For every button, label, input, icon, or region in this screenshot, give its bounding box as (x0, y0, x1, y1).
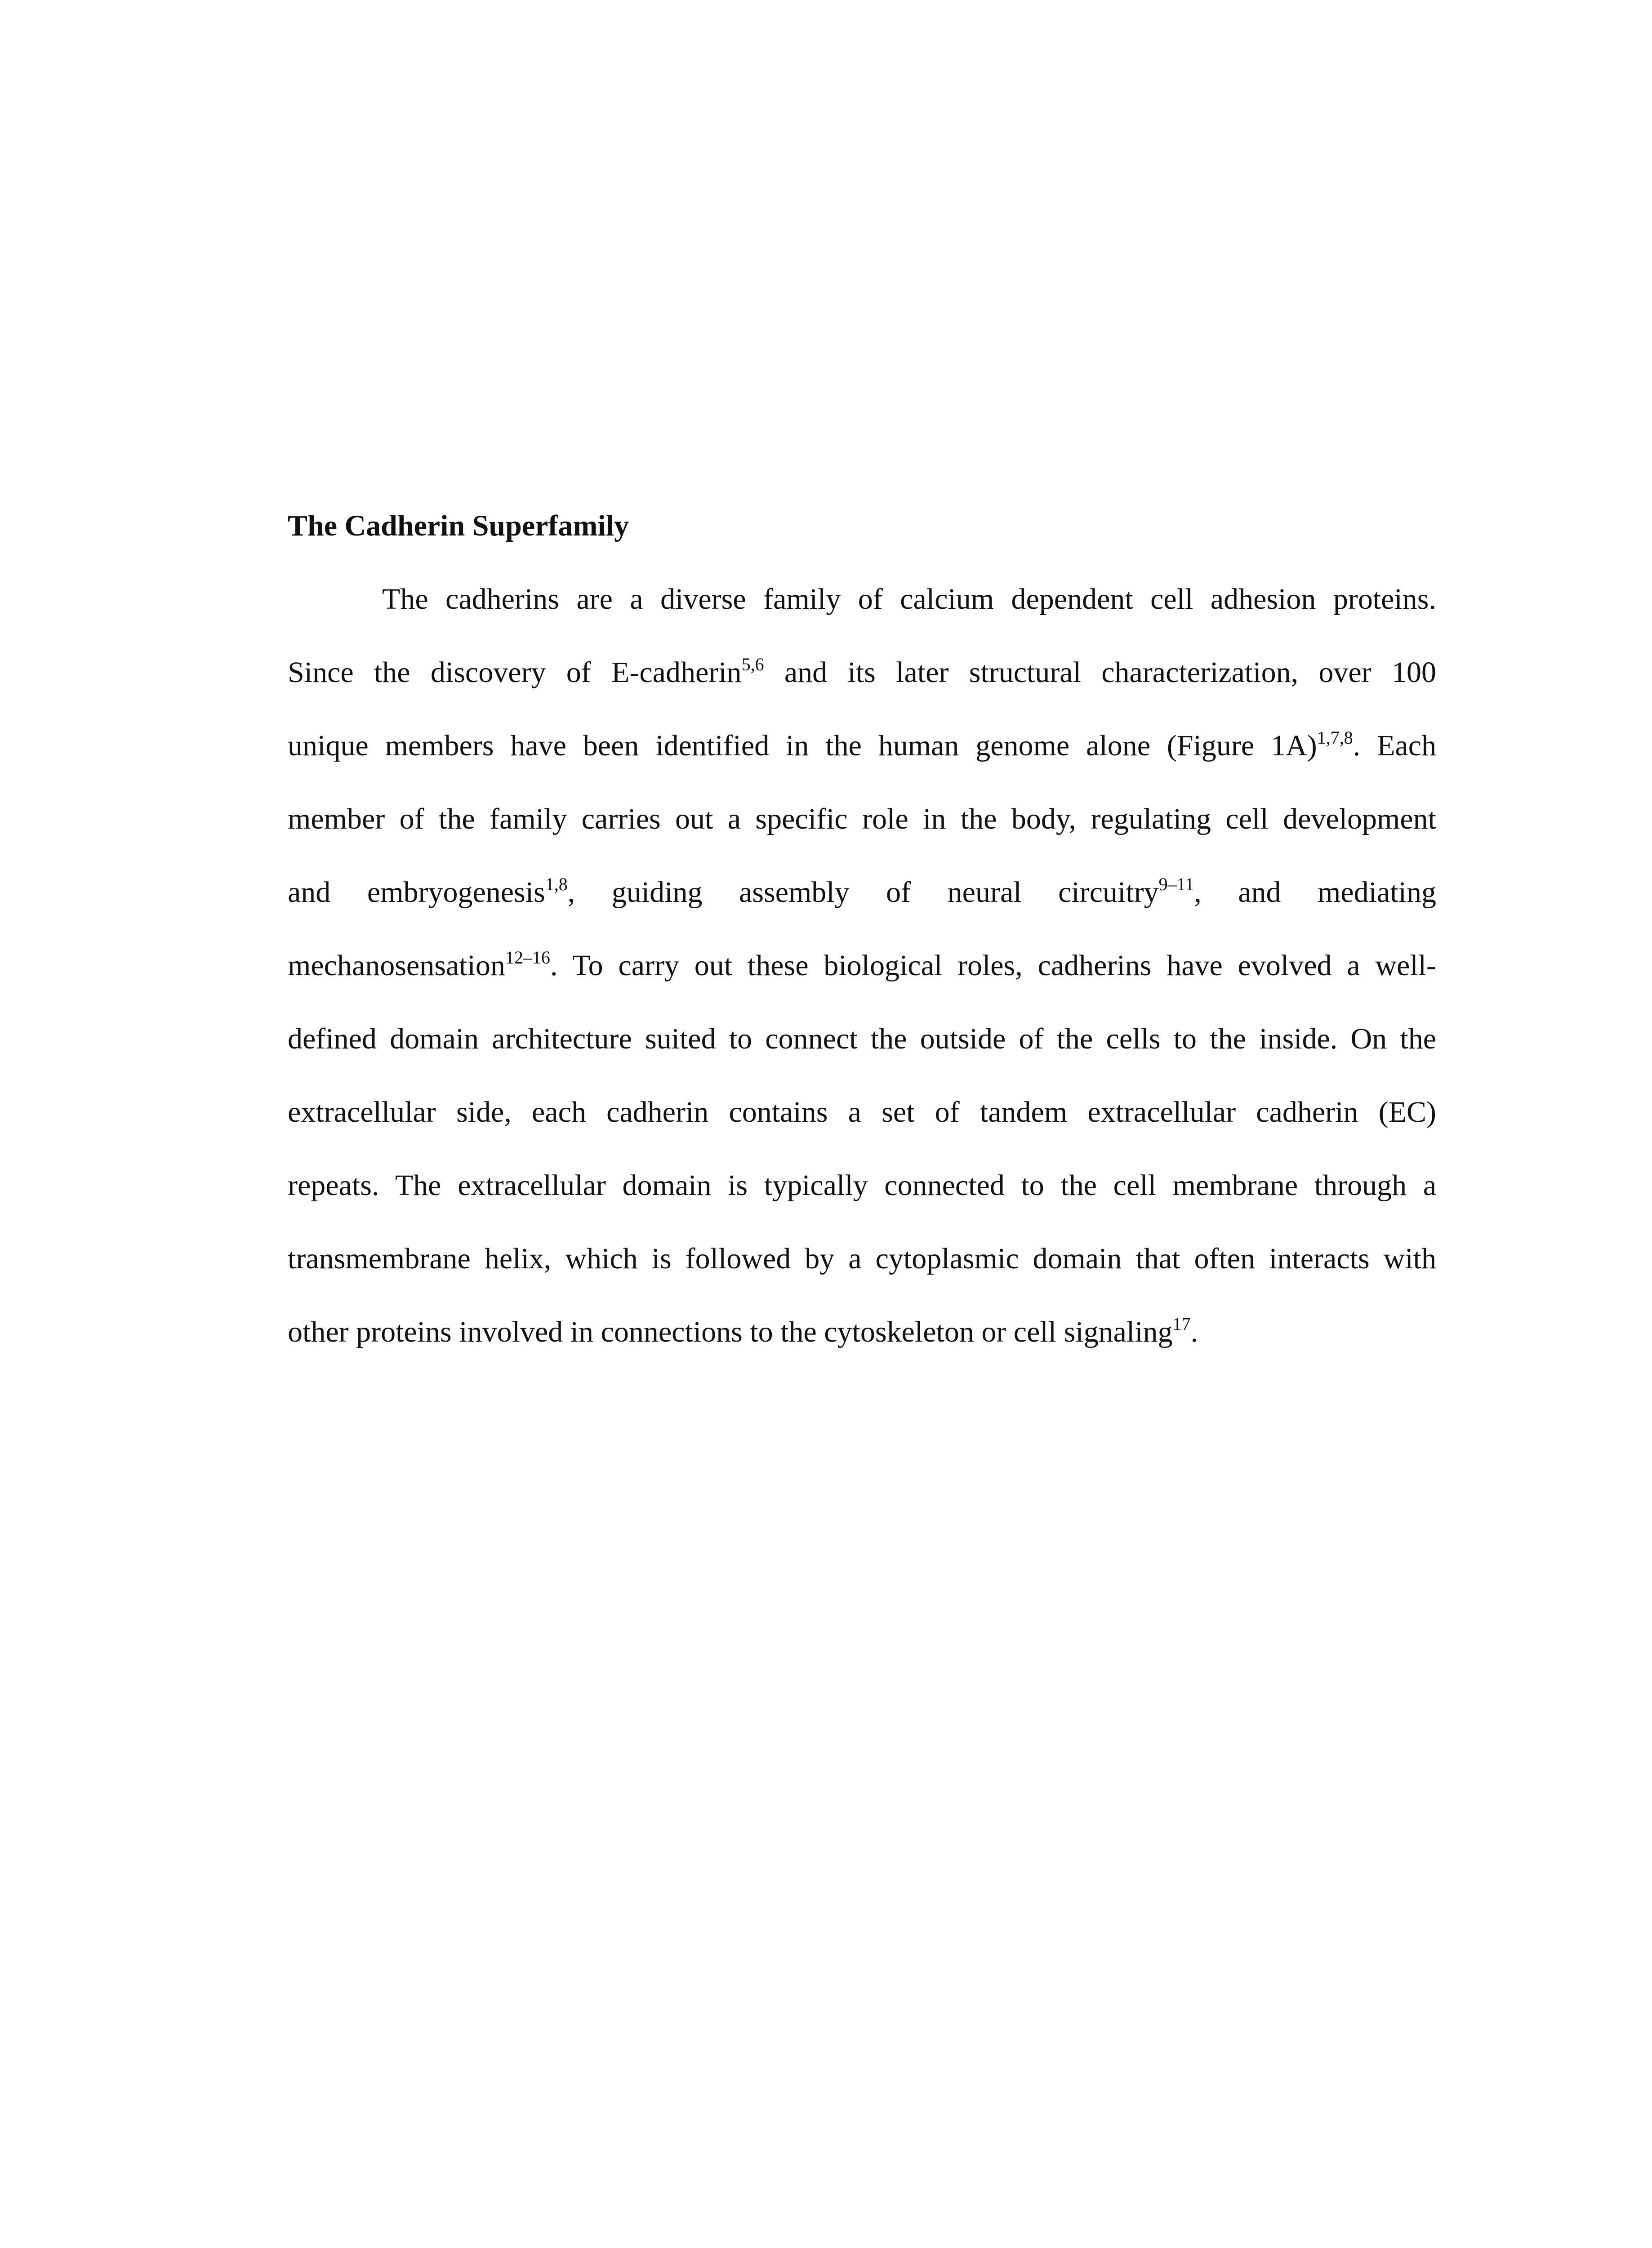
paragraph-line (288, 720, 1436, 793)
citation-superscript: 5,6 (741, 654, 764, 674)
paragraph-line (288, 1086, 1436, 1160)
text-run: The cadherins are a diverse family of calcium dependent cell adhesion proteins. (382, 583, 1436, 616)
text-run: . (1190, 1316, 1198, 1348)
citation-superscript: 1,8 (545, 874, 568, 894)
text-run: extracellular side, each cadherin contains a set of tandem extracellular cadherin (EC) (288, 1096, 1436, 1128)
citation-superscript: 12–16 (505, 947, 550, 968)
body-paragraph (288, 573, 1436, 1379)
text-run: repeats. The extracellular domain is typically connected to the cell membrane through a (288, 1169, 1436, 1202)
text-run: member of the family carries out a specific role in the body, regulating cell development (288, 803, 1436, 835)
citation-superscript: 17 (1172, 1314, 1191, 1334)
section-heading: The Cadherin Superfamily (288, 509, 629, 542)
text-run: . Each (1353, 729, 1437, 762)
citation-superscript: 9–11 (1158, 874, 1194, 894)
text-run: . To carry out these biological roles, cadherins have evolved a well- (550, 949, 1436, 982)
paragraph-line (288, 1306, 1436, 1379)
paragraph-line (288, 866, 1436, 940)
text-run: defined domain architecture suited to connect the outside of the cells to the inside. On the (288, 1022, 1436, 1055)
text-run: and embryogenesis (288, 876, 545, 909)
paragraph-line (288, 647, 1436, 720)
text-run: , and mediating (1194, 876, 1436, 909)
citation-superscript: 1,7,8 (1317, 727, 1353, 748)
paragraph-line (288, 1233, 1436, 1306)
paragraph-line (288, 793, 1436, 866)
text-run: and its later structural characterization, over 100 (764, 656, 1436, 689)
paragraph-line (288, 1160, 1436, 1233)
text-run: other proteins involved in connections to the cytoskeleton or cell signaling (288, 1316, 1173, 1348)
text-run: unique members have been identified in the human genome alone (Figure 1A) (288, 729, 1317, 762)
text-run: Since the discovery of E-cadherin (288, 656, 742, 689)
paragraph-line (288, 940, 1436, 1013)
paragraph-line (288, 573, 1436, 647)
text-run: transmembrane helix, which is followed by a cytoplasmic domain that often interacts with (288, 1242, 1436, 1275)
text-run: , guiding assembly of neural circuitry (567, 876, 1159, 909)
text-run: mechanosensation (288, 949, 505, 982)
paragraph-line (288, 1013, 1436, 1086)
